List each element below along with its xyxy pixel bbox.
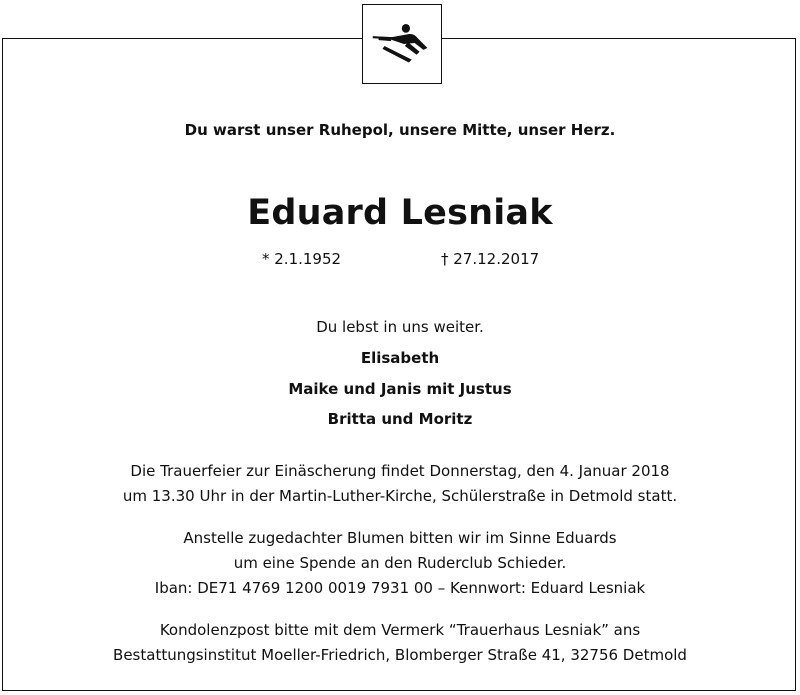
funeral-line: Die Trauerfeier zur Einäscherung findet Donnerstag, den 4. Januar 2018 [130,462,670,480]
deceased-name: Eduard Lesniak [247,193,553,233]
donation-line: um eine Spende an den Ruderclub Schieder. [233,554,567,572]
rower-icon [363,5,441,83]
donation-iban-line: Iban: DE71 4769 1200 0019 7931 00 – Kennwort: Eduard Lesniak [154,579,646,597]
condolence-line: Kondolenzpost bitte mit dem Vermerk “Trauerhaus Lesniak” ans [159,621,641,639]
condolence-line: Bestattungsinstitut Moeller-Friedrich, Blomberger Straße 41, 32756 Detmold [113,646,687,664]
birth-date: * 2.1.1952 [262,250,342,268]
mourners-intro: Du lebst in uns weiter. [316,318,484,336]
funeral-line: um 13.30 Uhr in der Martin-Luther-Kirche, Schülerstraße in Detmold statt. [122,487,678,505]
mourner-name: Britta und Moritz [327,410,473,428]
mourner-name: Maike und Janis mit Justus [288,380,512,398]
death-date: † 27.12.2017 [441,250,540,268]
donation-line: Anstelle zugedachter Blumen bitten wir im Sinne Eduards [183,529,617,547]
mourner-name: Elisabeth [360,349,440,367]
emblem [362,4,442,84]
motto: Du warst unser Ruhepol, unsere Mitte, unser Herz. [184,121,616,139]
